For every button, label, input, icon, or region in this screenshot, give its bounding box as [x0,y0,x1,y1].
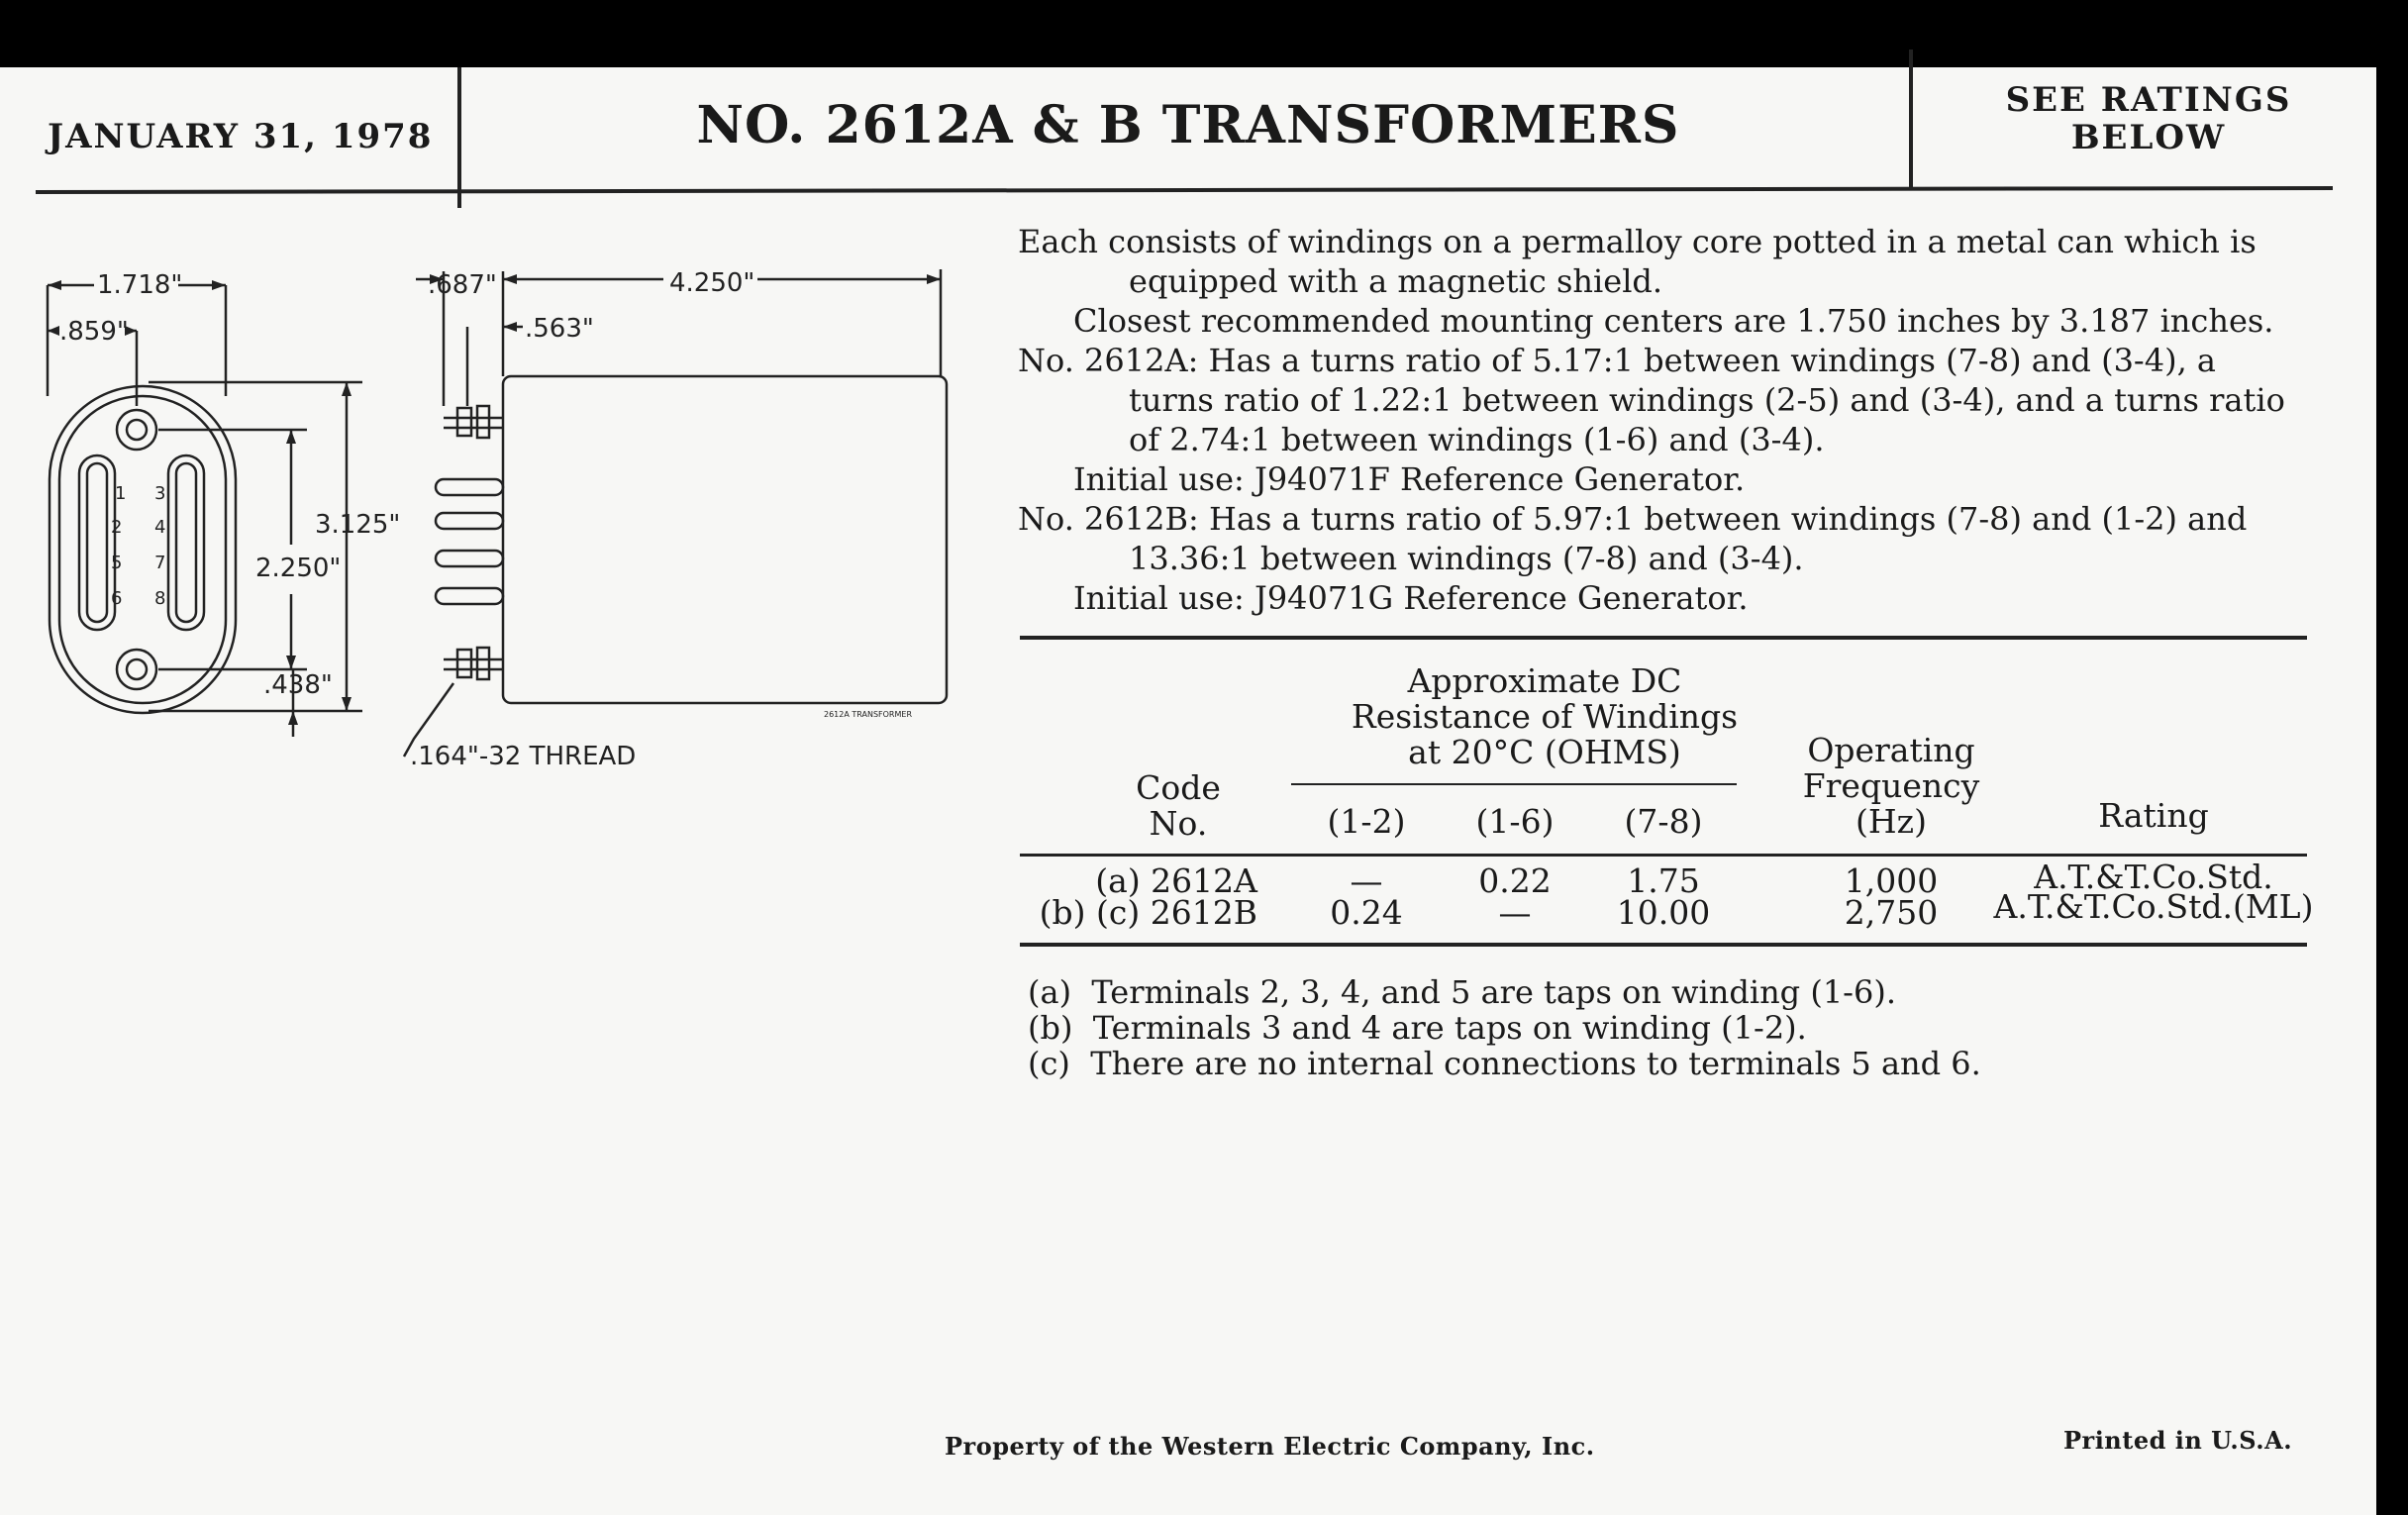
terminal-lug [436,479,503,495]
footnote-a: (a) Terminals 2, 3, 4, and 5 are taps on winding (1-6). [1028,973,1896,1011]
code-cell: (b) (c) 2612B [1039,893,1257,932]
dim-length-label: 4.250" [669,268,755,298]
r12-cell: — [1350,861,1383,900]
rating-cell: A.T.&T.Co.Std. [2034,858,2273,896]
dim-width-label: 1.718" [97,270,183,300]
stud-nut-top [457,408,471,436]
group-header-rule [1291,783,1737,785]
terminal-label: 1 [115,483,127,504]
page-title: NO. 2612A & B TRANSFORMERS [696,95,1680,155]
initial-use-2612a: Initial use: J94071F Reference Generator. [1073,460,1746,498]
issue-date: JANUARY 31, 1978 [48,117,434,156]
terminal-label: 6 [111,588,123,609]
header-divider-right [1909,50,1913,190]
table-top-rule [1020,636,2307,640]
property-notice: Property of the Western Electric Company, Inc. [945,1432,1595,1461]
rating-header: Rating [2098,796,2209,835]
description-intro: Each consists of windings on a permalloy core potted in a metal can which is equipped with a magnetic shield. [1018,223,2257,300]
dim-edge-label: .438" [263,670,333,700]
rating-cell: A.T.&T.Co.Std.(ML) [1993,887,2314,926]
thread-label: .164"-32 THREAD [410,742,637,771]
col-header-1-6: (1-6) [1475,802,1555,841]
mounting-centers: Closest recommended mounting centers are 1.750 inches by 3.187 inches. [1073,302,2274,340]
stud-nut-bottom [457,650,471,677]
footnote-c: (c) There are no internal connections to terminals 5 and 6. [1028,1045,1981,1082]
terminal-label: 7 [154,553,166,573]
code-header: Code No. [1136,768,1221,843]
col-header-7-8: (7-8) [1624,802,1703,841]
col-header-1-2: (1-2) [1327,802,1406,841]
r78-cell: 1.75 [1627,861,1700,900]
terminal-label: 3 [154,483,166,504]
terminal-label: 8 [154,588,166,609]
table-bottom-rule [1020,943,2307,947]
description [1018,222,2305,618]
terminal-label: 2 [111,517,123,538]
r16-cell: 0.22 [1478,861,1552,900]
rating-note-line-2: BELOW [2070,118,2227,157]
description-2612b: No. 2612B: Has a turns ratio of 5.97:1 between windings (7-8) and (1-2) and 13.36:1 between windings (7-8) and (3-4). [1018,500,2248,577]
rating-note [1941,81,2357,156]
mounting-nut-top [117,410,156,450]
initial-use-2612b: Initial use: J94071G Reference Generator. [1073,579,1749,617]
r12-cell: 0.24 [1330,893,1403,932]
code-cell: (a) 2612A [1095,861,1257,900]
dim-height-label: 3.125" [315,510,401,540]
end-view-inner-outline [59,396,226,703]
frequency-header: Operating Frequency (Hz) [1802,731,1980,841]
r78-cell: 10.00 [1616,893,1711,932]
mounting-nut-bottom [117,650,156,689]
terminal-label: 4 [154,517,166,538]
side-view-can [503,376,947,703]
printed-in: Printed in U.S.A. [2063,1426,2293,1455]
frequency-cell: 1,000 [1844,861,1939,900]
terminal-label: 5 [111,553,123,573]
terminal-slot-left [79,455,115,630]
dim-half-width-label: .859" [59,317,129,347]
terminal-slot-right [168,455,204,630]
can-label: 2612A TRANSFORMER [824,710,913,719]
group-header: Approximate DC Resistance of Windings at 20°C (OHMS) [1351,661,1739,771]
rating-note-line-1: SEE RATINGS [2005,80,2292,120]
dim-stud-label: .687" [428,270,497,300]
footnotes [1028,974,1981,1081]
r16-cell: — [1498,893,1532,932]
table-header-rule [1020,854,2307,857]
dim-offset-label: .563" [525,314,594,344]
footnote-b: (b) Terminals 3 and 4 are taps on winding (1-2). [1028,1009,1807,1047]
end-view-outline [50,386,236,713]
dim-mount-label: 2.250" [255,554,342,583]
description-2612a: No. 2612A: Has a turns ratio of 5.17:1 between windings (7-8) and (3-4), a turns ratio of 1.22:1 between windings (2-5) and (3-4), and a turns ratio of 2.74:1 between windings (1-6) and (3-4). [1018,342,2285,458]
outline-drawing [0,0,970,792]
frequency-cell: 2,750 [1844,893,1939,932]
